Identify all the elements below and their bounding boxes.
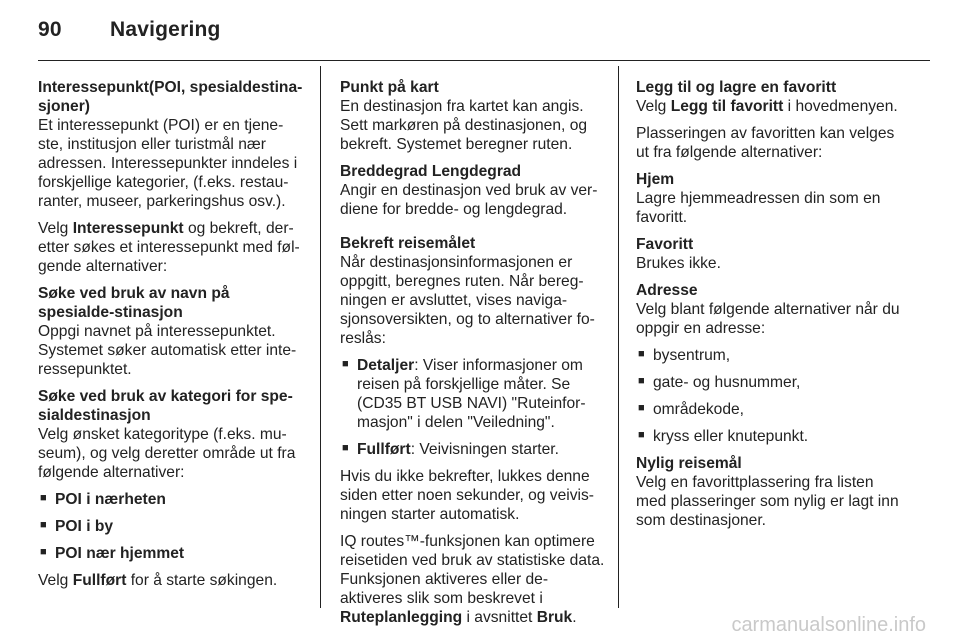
poi-option-label: Interessepunkt: [72, 220, 184, 237]
search-by-name-text: Oppgi navnet på interessepunktet. Systemet søker automatisk etter inte-ressepunktet.: [38, 323, 297, 378]
confirm-options-list: [340, 356, 610, 459]
page-title: Navigering: [110, 18, 221, 41]
poi-area-list: [38, 490, 308, 563]
address-heading: Adresse: [636, 282, 698, 299]
column-divider-1: [320, 66, 321, 608]
list-item: ■ POI i nærheten: [38, 490, 308, 509]
column-divider-2: [618, 66, 619, 608]
list-item: ■ kryss eller knutepunkt.: [636, 427, 908, 446]
confirm-destination-text: Når destinasjonsinformasjonen er oppgitt, beregnes ruten. Når bereg-ningen er avsluttet, vises naviga-sjonsoversikten, og to alternativer fo-reslås:: [340, 254, 595, 347]
address-options-list: [636, 346, 908, 446]
watermark: carmanualsonline.info: [731, 614, 926, 636]
page-header: [38, 18, 221, 42]
search-by-category-heading: Søke ved bruk av kategori for spe-sialdestinasjon: [38, 388, 293, 424]
iq-routes-text: IQ routes™-funksjonen kan optimere reisetiden ved bruk av statistiske data. Funksjonen aktiveres eller de-aktiveres slik som beskrevet i Ruteplanlegging i avsnittet Bruk.: [340, 533, 605, 626]
poi-heading: Interessepunkt(POI, spesialdestina-sjoner): [38, 79, 303, 115]
list-item: ■ områdekode,: [636, 400, 908, 419]
list-item: ■ POI i by: [38, 517, 308, 536]
home-heading: Hjem: [636, 171, 675, 188]
auto-start-text: Hvis du ikke bekrefter, lukkes denne siden etter noen sekunder, og veivis-ningen starter automatisk.: [340, 468, 594, 523]
address-text: Velg blant følgende alternativer når du oppgir en adresse:: [636, 301, 900, 337]
finish-search-text: Velg Fullført for å starte søkingen.: [38, 572, 278, 589]
poi-select-text: Velg Interessepunkt og bekreft, der-etter søkes et interessepunkt med føl-gende alternativer:: [38, 220, 300, 275]
lat-long-heading: Breddegrad Lengdegrad: [340, 163, 522, 180]
add-favorite-text: Velg Legg til favoritt i hovedmenyen.: [636, 98, 898, 115]
lat-long-text: Angir en destinasjon ved bruk av ver-diene for bredde- og lengdegrad.: [340, 182, 598, 218]
column-3: [636, 78, 908, 538]
add-favorite-option-label: Legg til favoritt: [670, 98, 784, 115]
column-1: [38, 78, 308, 598]
favorite-heading: Favoritt: [636, 236, 694, 253]
list-item: ■ Detaljer: Viser informasjoner om reisen på forskjellige måter. Se (CD35 BT USB NAVI) "Ruteinfor-masjon" i delen "Veiledning".: [340, 356, 610, 432]
poi-intro: Et interessepunkt (POI) er en tjene-ste, institusjon eller turistmål nær adressen. Interessepunkter inndeles i forskjellige kategorier, (f.eks. restau-ranter, museer, parkeringshus osv.).: [38, 117, 298, 210]
home-text: Lagre hjemmeadressen din som en favoritt.: [636, 190, 881, 226]
header-rule: [38, 60, 930, 61]
point-on-map-text: En destinasjon fra kartet kan angis. Sett markøren på destinasjonen, og bekreft. Systemet beregner ruten.: [340, 98, 588, 153]
add-favorite-heading: Legg til og lagre en favoritt: [636, 79, 837, 96]
list-item: ■ gate- og husnummer,: [636, 373, 908, 392]
recent-destination-heading: Nylig reisemål: [636, 455, 742, 472]
finish-option-label: Fullført: [72, 572, 127, 589]
recent-destination-text: Velg en favorittplassering fra listen med plasseringer som nylig er lagt inn som destinasjoner.: [636, 474, 899, 529]
search-by-category-text: Velg ønsket kategoritype (f.eks. mu-seum), og velg deretter område ut fra følgende alternativer:: [38, 426, 296, 481]
favorite-options-text: Plasseringen av favoritten kan velges ut fra følgende alternativer:: [636, 125, 895, 161]
list-item: ■ Fullført: Veivisningen starter.: [340, 440, 610, 459]
list-item: ■ bysentrum,: [636, 346, 908, 365]
list-item: ■ POI nær hjemmet: [38, 544, 308, 563]
column-2: [340, 78, 610, 635]
confirm-destination-heading: Bekreft reisemålet: [340, 235, 476, 252]
search-by-name-heading: Søke ved bruk av navn på spesialde-stinasjon: [38, 285, 230, 321]
favorite-text: Brukes ikke.: [636, 255, 721, 272]
point-on-map-heading: Punkt på kart: [340, 79, 439, 96]
page-number: 90: [38, 18, 62, 41]
